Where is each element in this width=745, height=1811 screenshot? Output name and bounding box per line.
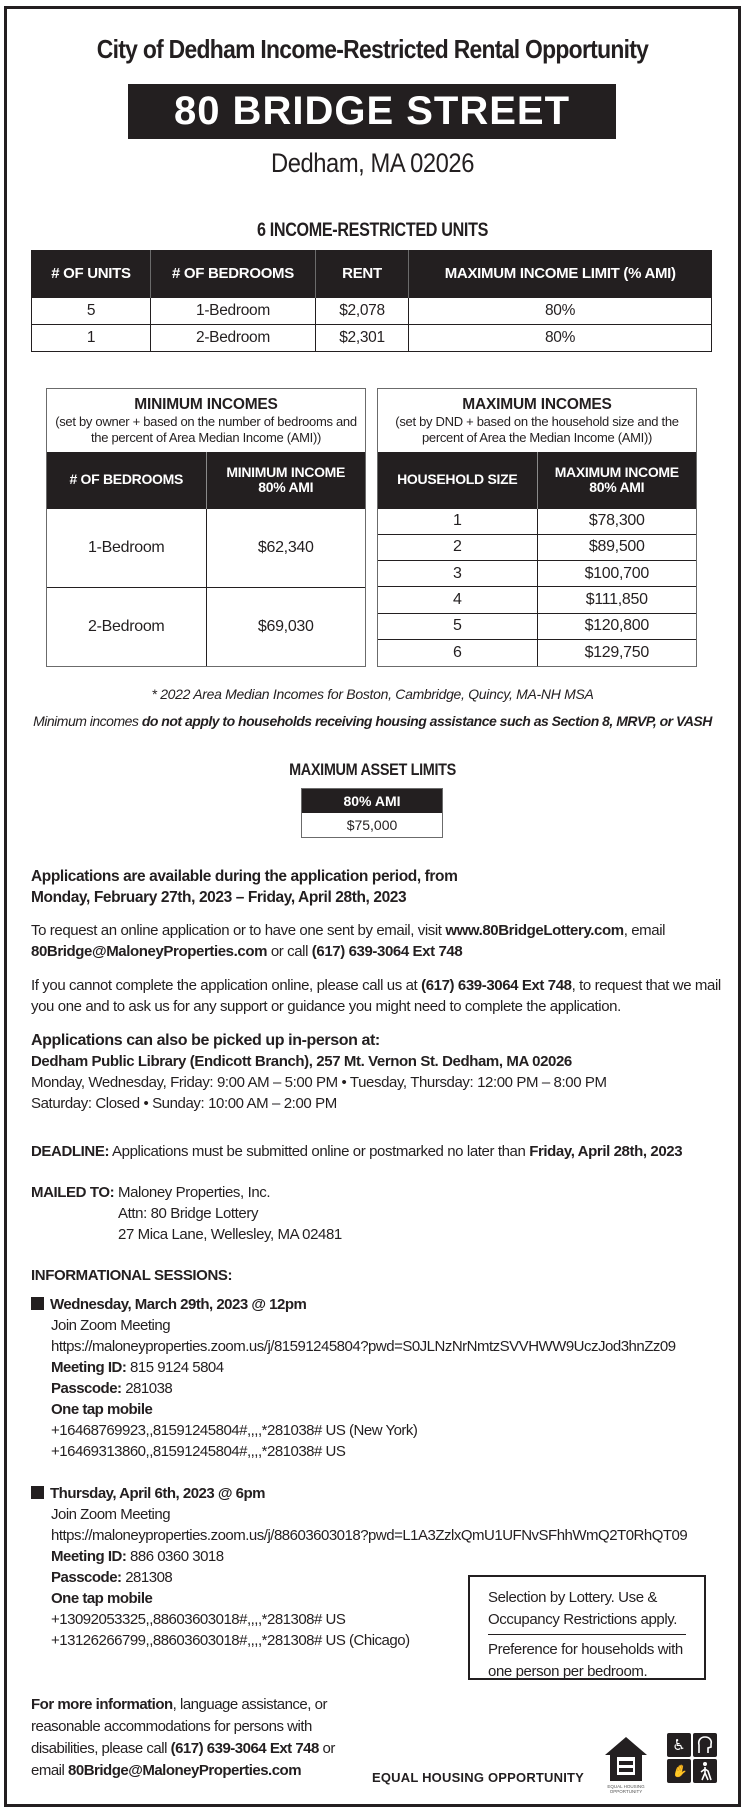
text: To request an online application or to have one sent by email, visit <box>31 922 446 939</box>
bullet: • <box>337 1074 350 1091</box>
application-period-line1: Applications are available during the application period, from <box>31 868 458 885</box>
one-tap-number[interactable]: +13126266799,,88603603018#,,,,*281308# US (Chicago) <box>51 1632 410 1649</box>
household-size: 4 <box>378 587 537 613</box>
one-tap-number[interactable]: +16468769923,,81591245804#,,,,*281038# US (New York) <box>51 1422 418 1439</box>
one-tap-number[interactable]: +16469313860,,81591245804#,,,,*281038# US <box>51 1443 346 1460</box>
asset-limits-header: 80% AMI <box>302 789 442 813</box>
email-link[interactable]: 80Bridge@MaloneyProperties.com <box>68 1762 302 1779</box>
session-date: Wednesday, March 29th, 2023 @ 12pm <box>50 1296 307 1313</box>
min-note-prefix: Minimum incomes <box>33 713 142 729</box>
pickup-title: Applications can also be picked up in-person at: <box>31 1032 380 1049</box>
session-date: Thursday, April 6th, 2023 @ 6pm <box>50 1485 266 1502</box>
svg-text:EQUAL HOUSING: EQUAL HOUSING <box>607 1784 645 1789</box>
deadline-text: Applications must be submitted online or postmarked no later than <box>109 1143 530 1160</box>
lottery-note: Selection by Lottery. Use & Occupancy Restrictions apply. <box>488 1589 678 1628</box>
ami: 80% <box>409 297 712 324</box>
label: Tuesday, Thursday: <box>349 1074 474 1091</box>
session-1 <box>31 1294 731 1462</box>
minimum-incomes-subtitle: (set by owner + based on the number of bedrooms and the percent of Area Median Income (AMI)) <box>55 414 357 445</box>
divider <box>488 1634 686 1635</box>
hours: 10:00 AM – 2:00 PM <box>204 1095 337 1112</box>
one-tap-number[interactable]: +13092053325,,88603603018#,,,,*281308# US <box>51 1611 346 1628</box>
text: , language assistance, or reasonable accommodations for persons with disabilities, please call <box>31 1696 327 1757</box>
units-title: 6 INCOME-RESTRICTED UNITS <box>256 220 489 241</box>
join-zoom-label: Join Zoom Meeting <box>51 1317 171 1334</box>
website-link[interactable]: www.80BridgeLottery.com <box>445 922 624 939</box>
pickup-location: Dedham Public Library (Endicott Branch), 257 Mt. Vernon St. Dedham, MA 02026 <box>31 1053 572 1070</box>
one-tap-label: One tap mobile <box>51 1590 153 1607</box>
col-bedrooms: # OF BEDROOMS <box>151 250 316 297</box>
bullet-square-icon <box>31 1297 44 1310</box>
phone-link[interactable]: (617) 639-3064 Ext 748 <box>311 943 463 960</box>
bedrooms: 2-Bedroom <box>47 587 206 666</box>
application-period-line2: Monday, February 27th, 2023 – Friday, April 28th, 2023 <box>31 889 407 906</box>
wheelchair-icon: ♿ <box>667 1733 691 1757</box>
table-row <box>32 297 712 324</box>
passcode-label: Passcode: <box>51 1380 122 1397</box>
sign-language-icon: ✋ <box>667 1759 691 1783</box>
units-table <box>31 250 712 352</box>
table-row <box>378 587 696 613</box>
asset-limits-title: MAXIMUM ASSET LIMITS <box>289 760 456 779</box>
pickup-hours-weekend <box>31 1093 721 1114</box>
minimum-incomes-box <box>46 388 366 667</box>
deadline <box>31 1141 721 1162</box>
mailed-to-line2: Attn: 80 Bridge Lottery <box>118 1205 259 1222</box>
equal-housing-label: EQUAL HOUSING OPPORTUNITY <box>372 1770 585 1785</box>
pickup-section <box>31 1030 721 1114</box>
ami-source-note: * 2022 Area Median Incomes for Boston, Cambridge, Quincy, MA-NH MSA <box>151 686 594 702</box>
email-link[interactable]: 80Bridge@MaloneyProperties.com <box>31 943 268 960</box>
phone-link[interactable]: (617) 639-3064 Ext 748 <box>170 1740 319 1757</box>
max-income: $120,800 <box>537 613 696 639</box>
bullet: • <box>139 1095 153 1112</box>
meeting-id: 886 0360 3018 <box>126 1548 224 1565</box>
min-income-note <box>0 713 745 729</box>
text: , to request that we mail you one and to ask us for any support or guidance you might need to complete the application. <box>31 977 721 1015</box>
accessibility-icons <box>667 1733 717 1783</box>
col-rent: RENT <box>316 250 409 297</box>
asset-limits-value: $75,000 <box>346 817 398 833</box>
table-row <box>32 324 712 351</box>
asset-limits-table <box>301 788 443 838</box>
phone-link[interactable]: (617) 639-3064 Ext 748 <box>421 977 572 994</box>
col-max-income <box>537 452 696 508</box>
mailed-to-label: MAILED TO: <box>31 1184 115 1201</box>
maximum-incomes-title: MAXIMUM INCOMES <box>462 396 612 413</box>
col-min-income-line2: 80% AMI <box>258 478 314 495</box>
mailed-to-line1: Maloney Properties, Inc. <box>118 1184 271 1201</box>
col-max-income-line1: MAXIMUM INCOME <box>554 463 679 480</box>
mailed-to-line3: 27 Mica Lane, Wellesley, MA 02481 <box>118 1226 342 1243</box>
deadline-date: Friday, April 28th, 2023 <box>529 1143 683 1160</box>
col-max-income: MAXIMUM INCOME LIMIT (% AMI) <box>409 250 712 297</box>
household-size: 1 <box>378 508 537 534</box>
bullet-square-icon <box>31 1486 44 1499</box>
property-location: Dedham, MA 02026 <box>271 148 474 178</box>
text: or call <box>267 943 312 960</box>
table-row <box>378 561 696 587</box>
table-row <box>378 613 696 639</box>
hours: Closed <box>91 1095 140 1112</box>
zoom-link[interactable]: https://maloneyproperties.zoom.us/j/88603603018?pwd=L1A3ZzlxQmU1UFNvSFhhWmQ2T0RhQT09 <box>51 1527 688 1544</box>
col-units: # OF UNITS <box>32 250 151 297</box>
passcode-label: Passcode: <box>51 1569 122 1586</box>
hours: 12:00 PM – 8:00 PM <box>473 1074 607 1091</box>
preference-note: Preference for households with one person per bedroom. <box>488 1641 683 1680</box>
deadline-label: DEADLINE: <box>31 1143 110 1160</box>
sessions-title: INFORMATIONAL SESSIONS: <box>31 1267 233 1284</box>
household-size: 5 <box>378 613 537 639</box>
table-row <box>378 508 696 534</box>
meeting-id: 815 9124 5804 <box>126 1359 224 1376</box>
ami: 80% <box>409 324 712 351</box>
units-header-row <box>32 250 712 297</box>
text: , email <box>623 922 666 939</box>
rent: $2,301 <box>316 324 409 351</box>
max-income: $100,700 <box>537 561 696 587</box>
property-name: 80 BRIDGE STREET <box>173 89 571 133</box>
units-count: 1 <box>32 324 151 351</box>
min-note-bold: do not apply to households receiving housing assistance such as Section 8, MRVP, or VASH <box>141 713 712 729</box>
label: Sunday: <box>152 1095 205 1112</box>
more-info-text <box>31 1694 361 1782</box>
meeting-id-label: Meeting ID: <box>51 1548 127 1565</box>
svg-text:OPPORTUNITY: OPPORTUNITY <box>609 1789 643 1794</box>
min-income: $62,340 <box>206 508 365 587</box>
mailed-to <box>31 1182 721 1245</box>
minimum-incomes-header <box>47 389 365 452</box>
blind-cane-icon <box>693 1759 717 1783</box>
min-income: $69,030 <box>206 587 365 666</box>
col-min-income <box>206 452 365 508</box>
zoom-link[interactable]: https://maloneyproperties.zoom.us/j/81591245804?pwd=S0JLNzNrNmtzSVVHWW9UczJod3hnZz09 <box>51 1338 676 1355</box>
cognitive-disability-icon <box>693 1733 717 1757</box>
rent: $2,078 <box>316 297 409 324</box>
text: If you cannot complete the application online, please call us at <box>31 977 422 994</box>
maximum-incomes-header <box>378 389 696 452</box>
household-size: 2 <box>378 534 537 560</box>
text: or email <box>31 1740 335 1779</box>
meeting-id-label: Meeting ID: <box>51 1359 127 1376</box>
col-household-size: HOUSEHOLD SIZE <box>378 452 537 508</box>
label: Monday, Wednesday, Friday: <box>31 1074 214 1091</box>
hours: 9:00 AM – 5:00 PM <box>213 1074 338 1091</box>
application-period <box>31 866 721 908</box>
label: Saturday: <box>31 1095 92 1112</box>
bedrooms: 1-Bedroom <box>151 297 316 324</box>
table-row <box>47 587 365 666</box>
household-size: 3 <box>378 561 537 587</box>
col-max-income-line2: 80% AMI <box>589 478 645 495</box>
max-income: $78,300 <box>537 508 696 534</box>
selection-lottery-box <box>468 1575 706 1680</box>
pickup-hours-weekday <box>31 1072 721 1093</box>
maximum-incomes-box <box>377 388 697 667</box>
table-row <box>47 508 365 587</box>
table-row <box>378 639 696 665</box>
equal-housing-icon <box>603 1735 649 1797</box>
max-income: $111,850 <box>537 587 696 613</box>
col-bedrooms: # OF BEDROOMS <box>47 452 206 508</box>
one-tap-label: One tap mobile <box>51 1401 153 1418</box>
minimum-incomes-title: MINIMUM INCOMES <box>134 396 278 413</box>
units-count: 5 <box>32 297 151 324</box>
col-min-income-line1: MINIMUM INCOME <box>226 463 346 480</box>
property-banner <box>128 84 616 139</box>
bedrooms: 1-Bedroom <box>47 508 206 587</box>
table-row <box>378 534 696 560</box>
page-title: City of Dedham Income-Restricted Rental Opportunity <box>96 34 649 64</box>
household-size: 6 <box>378 639 537 665</box>
maximum-incomes-table <box>378 452 696 666</box>
max-income: $129,750 <box>537 639 696 665</box>
passcode: 281038 <box>121 1380 173 1397</box>
more-info-lead: For more information <box>31 1696 173 1713</box>
request-application-text <box>31 920 721 962</box>
max-income: $89,500 <box>537 534 696 560</box>
passcode: 281308 <box>121 1569 173 1586</box>
join-zoom-label: Join Zoom Meeting <box>51 1506 171 1523</box>
cannot-complete-text <box>31 975 721 1017</box>
bedrooms: 2-Bedroom <box>151 324 316 351</box>
minimum-incomes-table <box>47 452 365 666</box>
maximum-incomes-subtitle: (set by DND + based on the household size and the percent of Area the Median Income (AMI)) <box>395 414 679 445</box>
